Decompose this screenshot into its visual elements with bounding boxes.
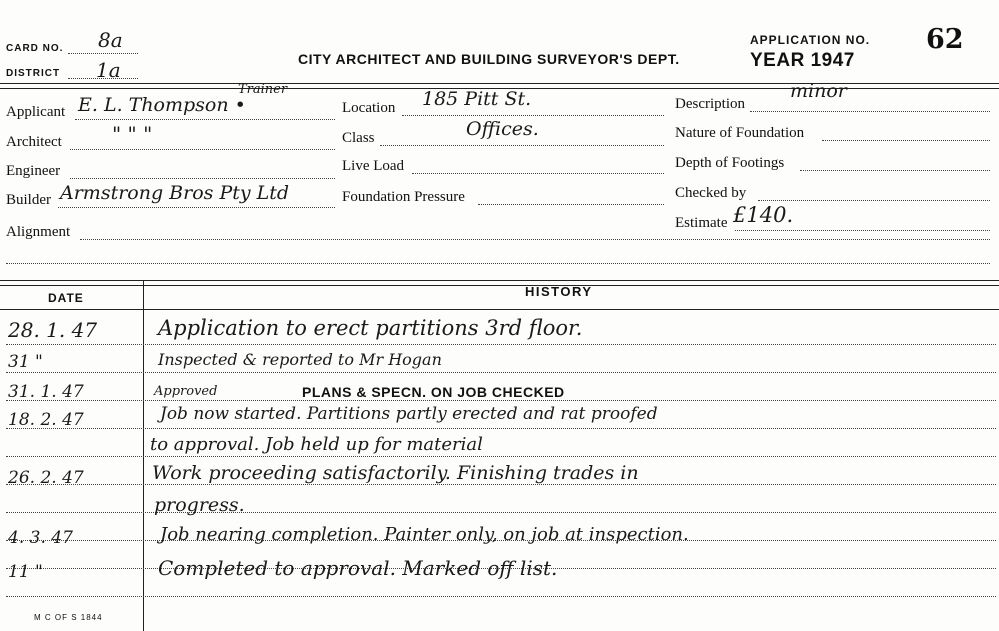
description-value: minor <box>790 80 847 102</box>
engineer-label: Engineer <box>6 163 61 179</box>
depth-of-footings-line <box>800 170 990 171</box>
history-entry: Job nearing completion. Painter only, on job at inspection. <box>160 524 689 545</box>
history-date: 28. 1. 47 <box>8 318 98 342</box>
history-date: 31 " <box>8 352 43 372</box>
description-line <box>750 111 990 112</box>
nature-of-foundation-line <box>822 140 990 141</box>
history-top-rule <box>0 280 999 281</box>
applicant-label: Applicant <box>6 104 66 120</box>
district-value: 1a <box>96 58 121 82</box>
history-date: 11 " <box>8 562 43 582</box>
checked-by-label: Checked by <box>675 185 747 201</box>
history-line <box>6 484 996 485</box>
builder-line <box>58 207 335 208</box>
applicant-note: Trainer <box>238 82 288 97</box>
history-top-rule-2 <box>0 285 999 286</box>
estimate-label: Estimate <box>675 215 728 231</box>
history-line <box>6 596 996 597</box>
history-header: HISTORY <box>525 284 593 299</box>
history-entry: Job now started. Partitions partly erected and rat proofed <box>160 404 658 424</box>
class-label: Class <box>342 130 375 146</box>
history-date: 4. 3. 47 <box>8 528 73 548</box>
checked-stamp: PLANS & SPECN. ON JOB CHECKED <box>302 384 565 400</box>
header-rule <box>0 83 999 84</box>
location-value: 185 Pitt St. <box>422 88 532 110</box>
foundation-pressure-line <box>478 204 664 205</box>
engineer-line <box>70 178 335 179</box>
class-line <box>380 145 664 146</box>
architect-value: " " " <box>112 122 153 146</box>
description-label: Description <box>675 96 745 112</box>
depth-of-footings-label: Depth of Footings <box>675 155 785 171</box>
live-load-line <box>412 173 664 174</box>
builder-label: Builder <box>6 192 51 208</box>
history-line <box>6 428 996 429</box>
history-entry: Application to erect partitions 3rd floor. <box>158 316 583 340</box>
class-value: Offices. <box>466 118 539 140</box>
department-title: CITY ARCHITECT AND BUILDING SURVEYOR'S DEPT. <box>298 51 680 67</box>
history-entry: to approval. Job held up for material <box>150 434 483 455</box>
history-line <box>6 344 996 345</box>
alignment-label: Alignment <box>6 224 71 240</box>
history-entry: Work proceeding satisfactorily. Finishing trades in <box>152 462 639 484</box>
nature-of-foundation-label: Nature of Foundation <box>675 125 805 141</box>
alignment-line <box>80 239 990 240</box>
applicant-value: E. L. Thompson • <box>78 94 246 116</box>
history-entry: Completed to approval. Marked off list. <box>158 556 558 580</box>
district-label: DISTRICT <box>6 68 61 79</box>
card-no-line <box>68 53 138 54</box>
history-header-rule <box>0 309 999 310</box>
history-date: 18. 2. 47 <box>8 410 84 430</box>
estimate-value: £140. <box>733 203 794 227</box>
application-label: APPLICATION NO. <box>750 33 871 47</box>
history-entry: Approved <box>154 384 218 399</box>
blank-line <box>6 263 990 264</box>
history-line <box>6 372 996 373</box>
form-code: M C OF S 1844 <box>34 613 103 622</box>
year-label: YEAR 1947 <box>750 50 855 71</box>
history-date: 31. 1. 47 <box>8 382 84 402</box>
architect-label: Architect <box>6 134 62 150</box>
history-line <box>6 456 996 457</box>
card-no-value: 8a <box>98 28 123 52</box>
card-no-label: CARD NO. <box>6 43 64 54</box>
history-entry: Inspected & reported to Mr Hogan <box>158 350 442 369</box>
estimate-line <box>735 230 990 231</box>
history-entry: progress. <box>154 494 245 516</box>
history-date: 26. 2. 47 <box>8 468 84 488</box>
history-line <box>6 400 996 401</box>
architect-line <box>70 149 335 150</box>
date-header: DATE <box>48 291 84 305</box>
location-label: Location <box>342 100 396 116</box>
builder-value: Armstrong Bros Pty Ltd <box>60 182 290 204</box>
location-line <box>402 115 664 116</box>
live-load-label: Live Load <box>342 158 405 174</box>
checked-by-line <box>758 200 990 201</box>
applicant-line <box>75 119 335 120</box>
foundation-pressure-label: Foundation Pressure <box>342 189 465 205</box>
application-number: 62 <box>926 24 964 55</box>
